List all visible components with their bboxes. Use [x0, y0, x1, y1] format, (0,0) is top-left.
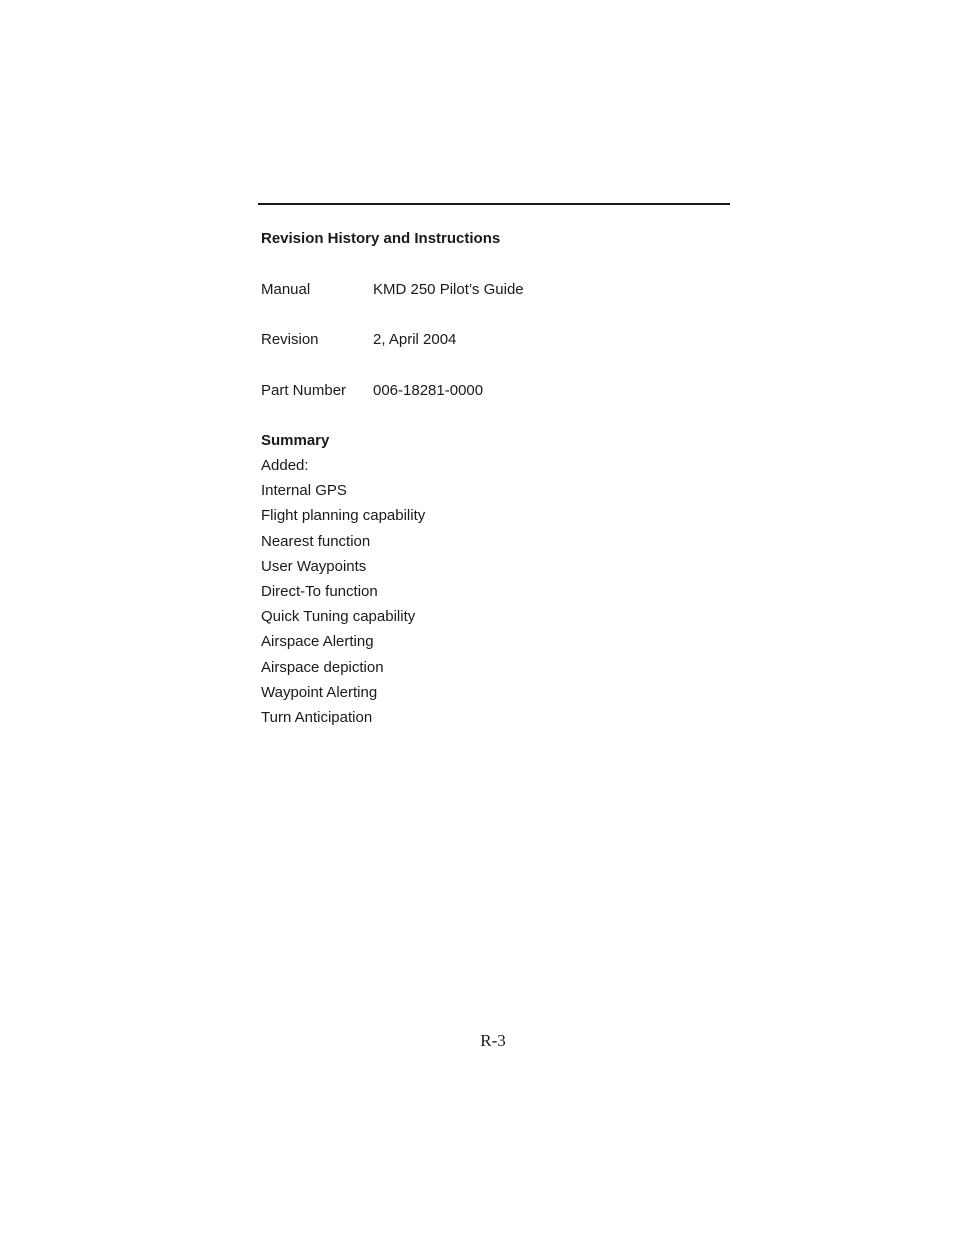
- section-heading: Revision History and Instructions: [261, 230, 501, 247]
- summary-section: [261, 431, 425, 733]
- summary-line: Added:: [261, 457, 309, 474]
- revision-label: Revision: [261, 331, 319, 348]
- summary-title: Summary: [261, 432, 330, 449]
- summary-line: User Waypoints: [261, 557, 367, 575]
- summary-line: Waypoint Alerting: [261, 683, 378, 701]
- summary-line: Quick Tuning capability: [261, 608, 416, 626]
- revision-value: 2, April 2004: [373, 331, 457, 348]
- summary-line: Airspace Alerting: [261, 633, 374, 651]
- page-number: R-3: [480, 1031, 506, 1050]
- part-number-label: Part Number: [261, 382, 347, 399]
- manual-label: Manual: [261, 281, 311, 298]
- summary-line: Direct-To function: [261, 582, 378, 600]
- header-rule: [258, 203, 730, 205]
- summary-line: Flight planning capability: [261, 507, 426, 525]
- part-number-value: 006-18281-0000: [373, 382, 484, 399]
- summary-line: Nearest function: [261, 532, 371, 550]
- summary-line: Airspace depiction: [261, 658, 384, 676]
- summary-line: Turn Anticipation: [261, 708, 373, 726]
- summary-line: Internal GPS: [261, 482, 347, 500]
- manual-value: KMD 250 Pilot’s Guide: [373, 281, 524, 298]
